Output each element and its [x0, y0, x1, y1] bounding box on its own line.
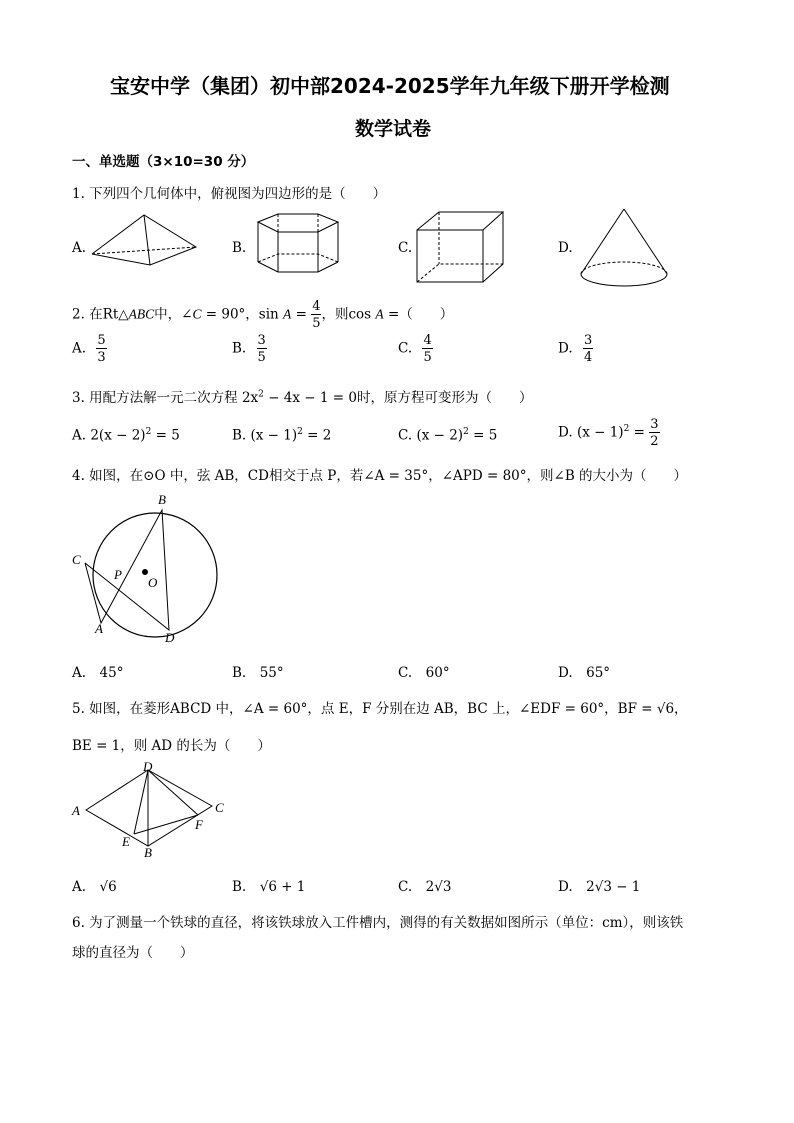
question-5-stem-line2: BE = 1，则 AD 的长为（ ）	[72, 738, 271, 754]
question-6-stem-line2: 球的直径为（ ）	[72, 945, 194, 961]
q5-option-b: B. √6 + 1	[232, 879, 306, 895]
q2-text-pre: 2. 在Rt△	[72, 306, 129, 323]
q5-option-c: C. 2√3	[398, 879, 452, 895]
q2-option-a: A. $\frac{5}{3}$	[72, 333, 106, 365]
label-o: O	[148, 575, 158, 590]
q3-option-b: B. $(x - 1)^2 = 2$	[232, 427, 332, 444]
label-a: A	[72, 803, 80, 818]
label-e: E	[122, 834, 130, 849]
q2-text-end: =（ ）	[383, 306, 454, 323]
q1-option-a-label: A.	[72, 240, 87, 256]
q4-option-a: A. 45°	[72, 665, 124, 681]
section-heading: 一、单选题（3×10=30 分）	[72, 154, 255, 170]
q4-option-d: D. 65°	[558, 665, 611, 681]
question-3-stem: 3. 用配方法解一元二次方程 $2x^2 - 4x - 1 = 0$时，原方程可变形为（ ）	[72, 389, 533, 406]
q5-option-d: D. 2√3 − 1	[558, 879, 641, 895]
q2-equals: =	[291, 306, 307, 323]
label-c: C	[72, 552, 81, 567]
question-2-stem	[72, 300, 453, 330]
exam-title: 宝安中学（集团）初中部2024-2025学年九年级下册开学检测	[110, 74, 670, 98]
q3-option-c: C. $(x - 2)^2 = 5$	[398, 427, 498, 444]
q4-option-c: C. 60°	[398, 665, 450, 681]
q1-option-b-label: B.	[232, 240, 247, 256]
cone-icon	[578, 206, 673, 291]
exam-subtitle: 数学试卷	[355, 118, 432, 140]
q1-option-d-label: D.	[558, 240, 573, 256]
q2-option-b: B. $\frac{3}{5}$	[232, 333, 266, 365]
label-d: D	[165, 630, 175, 645]
q1-option-c-label: C.	[398, 240, 413, 256]
rhombus-figure	[80, 760, 230, 855]
question-4-stem: 4. 如图，在⊙O 中，弦 AB，CD相交于点 P，若∠A = 35°，∠APD = 80°，则∠B 的大小为（ ）	[72, 468, 688, 484]
q2-sin-fraction: $\frac{4}{5}$	[312, 299, 321, 331]
hexagonal-prism-icon	[250, 210, 345, 280]
q2-triangle-name: ABC	[128, 306, 155, 322]
cube-icon	[414, 210, 506, 285]
q2-option-d: D. $\frac{3}{4}$	[558, 333, 593, 365]
label-c: C	[215, 800, 224, 815]
question-5-stem-line1: 5. 如图，在菱形ABCD 中，∠A = 60°，点 E，F 分别在边 AB，BC 上，∠EDF = 60°，BF = √6，	[72, 701, 688, 717]
question-1-stem: 1. 下列四个几何体中，俯视图为四边形的是（ ）	[72, 186, 387, 202]
q2-angle-c: C	[192, 306, 202, 322]
question-6-stem-line1: 6. 为了测量一个铁球的直径，将该铁球放入工件槽内，测得的有关数据如图所示（单位：cm），则该铁	[72, 915, 684, 931]
label-b: B	[158, 492, 166, 507]
label-f: F	[195, 817, 203, 832]
label-a: A	[95, 621, 103, 636]
q2-text-condition: = 90°，sin	[201, 306, 279, 323]
q2-angle-a2: A	[375, 306, 384, 322]
q3-option-a: A. $2(x - 2)^2 = 5$	[72, 427, 180, 444]
label-b: B	[144, 845, 152, 860]
q2-text-post: ，则cos	[321, 306, 372, 323]
label-d: D	[143, 759, 153, 774]
label-p: P	[114, 567, 122, 582]
q2-text-mid: 中，∠	[154, 306, 193, 323]
pyramid-icon	[88, 210, 198, 270]
circle-chords-figure	[70, 490, 220, 650]
q5-option-a: A. √6	[72, 879, 117, 895]
q2-option-c: C. $\frac{4}{5}$	[398, 333, 432, 365]
q2-angle-a: A	[283, 306, 292, 322]
q3-option-d: D. $(x - 1)^2$ = $\frac{3}{2}$	[558, 417, 659, 449]
q4-option-b: B. 55°	[232, 665, 284, 681]
